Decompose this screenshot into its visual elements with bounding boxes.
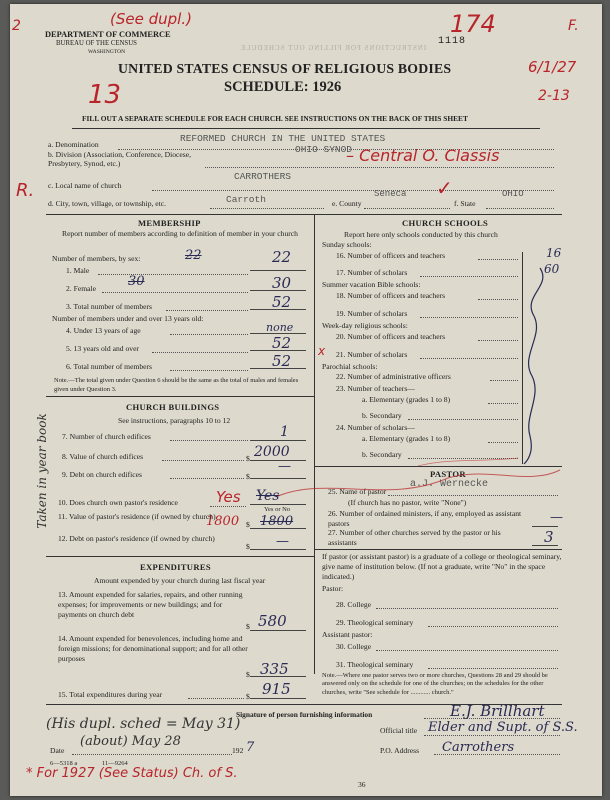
residence-owned-dots xyxy=(210,506,246,507)
under13-value: none xyxy=(266,321,294,334)
bureau-label: BUREAU OF THE CENSUS xyxy=(56,40,137,47)
over13-label: 5. 13 years old and over xyxy=(66,344,139,353)
county-label: e. County xyxy=(332,199,362,208)
dollar-sign-8: $ xyxy=(246,454,250,463)
assistant-college-dots xyxy=(376,650,558,651)
serial-number: 1118 xyxy=(438,36,467,47)
residence-debt-answer-line xyxy=(250,549,306,550)
q23a-label: a. Elementary (grades 1 to 8) xyxy=(362,395,451,404)
state-label: f. State xyxy=(454,199,476,208)
edifice-debt-value: — xyxy=(278,459,291,474)
department-label: DEPARTMENT OF COMMERCE xyxy=(45,30,171,39)
division-value: OHIO SYNOD xyxy=(295,144,353,155)
annotation-date: 6/1/27 xyxy=(528,58,577,76)
running-expenses-label: 13. Amount expended for salaries, repairs, and other running expenses; for improvements or new buildings; and for payments on church debt xyxy=(58,590,243,619)
male-struck-value: 22 xyxy=(185,248,202,263)
q24-label: 24. Number of scholars— xyxy=(336,423,415,432)
membership-intro: Report number of members according to definition of member in your church xyxy=(62,229,298,238)
total-expenditures-dots xyxy=(188,698,244,699)
male-answer-line xyxy=(250,270,306,271)
instruction-line: FILL OUT A SEPARATE SCHEDULE FOR EACH CHURCH. SEE INSTRUCTIONS ON THE BACK OF THIS SHEET xyxy=(82,114,468,123)
annotation-page-number: 13 xyxy=(88,80,122,110)
q16-label: 16. Number of officers and teachers xyxy=(336,251,446,260)
over13-value: 52 xyxy=(272,334,292,352)
local-name-line xyxy=(152,190,554,191)
q24a-label: a. Elementary (grades 1 to 8) xyxy=(362,434,451,443)
state-line xyxy=(486,208,554,209)
city-line xyxy=(210,208,324,209)
show-through-text: INSTRUCTIONS FOR FILLING OUT SCHEDULE xyxy=(240,44,427,52)
pastor-college-dots xyxy=(376,608,558,609)
edifice-value-label: 8. Value of church edifices xyxy=(62,452,144,461)
pastor-name-note: (If church has no pastor, write "None") xyxy=(348,498,467,507)
over13-dots xyxy=(152,352,248,353)
official-title-label: Official title xyxy=(380,726,418,735)
total6-answer-line xyxy=(250,368,306,369)
state-value: OHIO xyxy=(502,189,524,199)
schools-heading: CHURCH SCHOOLS xyxy=(402,218,489,228)
form-number: 6—5318 a xyxy=(50,760,78,767)
q17-value: 60 xyxy=(544,262,560,276)
running-expenses-answer-line xyxy=(250,630,306,631)
male-dots xyxy=(98,274,248,275)
pastor-heading: PASTOR xyxy=(430,469,466,479)
po-address-label: P.O. Address xyxy=(380,746,420,755)
schools-sub: Report here only schools conducted by this church xyxy=(344,230,498,239)
annotation-r-mark: R. xyxy=(16,180,35,201)
q17-label: 17. Number of scholars xyxy=(336,268,408,277)
page-bottom-number: 36 xyxy=(358,780,366,789)
total-answer-line xyxy=(250,309,306,310)
buildings-heading: CHURCH BUILDINGS xyxy=(126,402,220,412)
total6-label: 6. Total number of members xyxy=(66,362,153,371)
annotation-check: ✓ xyxy=(436,176,453,200)
table-top-border xyxy=(46,214,562,215)
residence-debt-value: — xyxy=(276,534,289,549)
membership-note: Note.—The total given under Question 6 should be the same as the total of males and females given under Question 3. xyxy=(54,377,299,393)
annotation-classis: – Central O. Classis xyxy=(346,146,500,165)
under13-label: 4. Under 13 years of age xyxy=(66,326,141,335)
year-print: 192 xyxy=(232,746,244,755)
dollar-sign-15: $ xyxy=(246,692,250,701)
q23b-dots xyxy=(408,419,518,420)
dollar-sign-11: $ xyxy=(246,520,250,529)
signature-dots xyxy=(424,718,560,719)
total-expenditures-answer-line xyxy=(250,698,306,699)
edifice-debt-dots xyxy=(170,478,244,479)
edifices-value: 1 xyxy=(280,424,289,440)
assistant-pastors-label: 26. Number of ordained ministers, if any, employed as assistant pastors xyxy=(328,509,522,528)
q20-label: 20. Number of officers and teachers xyxy=(336,332,446,341)
male-value: 22 xyxy=(272,248,292,266)
weekday-schools-label: Week-day religious schools: xyxy=(322,321,408,330)
over13-answer-line xyxy=(250,350,306,351)
dollar-sign-9: $ xyxy=(246,472,250,481)
edifice-value-dots xyxy=(162,460,244,461)
q23-label: 23. Number of teachers— xyxy=(336,384,415,393)
assistant-subheading: Assistant pastor: xyxy=(322,630,373,639)
assistant-pastors-answer-line xyxy=(532,526,558,527)
denomination-value: REFORMED CHURCH IN THE UNITED STATES xyxy=(180,133,386,144)
other-churches-answer-line xyxy=(532,545,558,546)
q21-label: 21. Number of scholars xyxy=(336,350,408,359)
annotation-see-dupl: (See dupl.) xyxy=(110,10,192,28)
total-members-value: 52 xyxy=(272,293,292,311)
pastor-name-label: 25. Name of pastor xyxy=(328,487,387,496)
total6-value: 52 xyxy=(272,352,292,370)
header-rule xyxy=(72,128,540,129)
residence-owned-struck: Yes xyxy=(256,488,280,504)
division-line xyxy=(205,167,554,168)
sunday-schools-label: Sunday schools: xyxy=(322,240,372,249)
schedule-title: SCHEDULE: 1926 xyxy=(224,79,342,95)
pastor-subheading: Pastor: xyxy=(322,584,344,593)
expenditures-sub: Amount expended by your church during last fiscal year xyxy=(94,576,266,585)
edifices-label: 7. Number of church edifices xyxy=(62,432,151,441)
benevolences-label: 14. Amount expended for benevolences, including home and foreign missions; for denominational support; and for all other purposes xyxy=(58,634,248,663)
po-address-dots xyxy=(434,754,560,755)
benevolences-value: 335 xyxy=(260,660,289,678)
margin-note: Taken in year book xyxy=(34,413,49,529)
residence-value-label: 11. Value of pastor's residence (if owned by church) xyxy=(58,512,216,521)
date-dots xyxy=(72,754,232,755)
q16-dots xyxy=(478,259,518,260)
pastor-seminary-dots xyxy=(428,626,558,627)
edifice-debt-label: 9. Debt on church edifices xyxy=(62,470,142,479)
about-date-note: (about) May 28 xyxy=(80,734,181,749)
pastor-name-value: a.J. Wernecke xyxy=(410,479,489,490)
q16-value: 16 xyxy=(546,246,562,260)
scribble-line-icon xyxy=(510,266,560,466)
official-title-dots xyxy=(424,735,560,736)
female-dots xyxy=(102,292,248,293)
edifices-dots xyxy=(170,440,248,441)
female-value: 30 xyxy=(272,274,292,292)
q21-dots xyxy=(420,358,518,359)
duplicate-schedule-note: (His dupl. sched = May 31) xyxy=(46,716,241,732)
annotation-x-mark: x xyxy=(318,344,326,358)
under13-dots xyxy=(170,334,248,335)
red-scribble-icon xyxy=(268,456,568,516)
dollar-sign-14: $ xyxy=(246,670,250,679)
local-name-value: CARROTHERS xyxy=(234,171,292,182)
age-heading: Number of members under and over 13 years old: xyxy=(52,314,204,323)
q22-label: 22. Number of administrative officers xyxy=(336,372,451,381)
membership-bottom-rule xyxy=(46,396,314,397)
yes-or-no-hint: Yes or No xyxy=(264,506,291,513)
members-by-sex-label: Number of members, by sex: xyxy=(52,254,141,263)
q19-label: 19. Number of scholars xyxy=(336,309,408,318)
q17-dots xyxy=(420,276,518,277)
dollar-sign-12: $ xyxy=(246,542,250,551)
graduate-note: If pastor (or assistant pastor) is a graduate of a college or theological seminary, give name of institution below. (If not a graduate, write "No" in the space indicated.) xyxy=(322,552,562,581)
expenditures-heading: EXPENDITURES xyxy=(140,562,211,572)
total6-dots xyxy=(170,370,248,371)
footer-annotation: * For 1927 (See Status) Ch. of S. xyxy=(26,766,238,781)
residence-owned-label: 10. Does church own pastor's residence xyxy=(58,498,178,507)
residence-debt-label: 12. Debt on pastor's residence (if owned by church) xyxy=(58,534,215,543)
residence-value-value: 1800 xyxy=(260,514,294,529)
benevolences-answer-line xyxy=(250,676,306,677)
membership-heading: MEMBERSHIP xyxy=(138,218,201,228)
county-line xyxy=(364,208,450,209)
assistant-seminary-label: 31. Theological seminary xyxy=(336,660,414,669)
signature-label: Signature of person furnishing information xyxy=(236,710,373,719)
total-members-dots xyxy=(166,310,248,311)
buildings-sub: See instructions, paragraphs 10 to 12 xyxy=(118,416,231,425)
year-handwritten: 7 xyxy=(246,740,255,755)
city-field-label: d. City, town, village, or township, etc. xyxy=(48,199,167,208)
assistant-pastors-value: — xyxy=(550,510,563,525)
center-divider xyxy=(314,214,315,674)
male-label: 1. Male xyxy=(66,266,90,275)
edifice-value-value: 2000 xyxy=(254,444,290,460)
other-churches-value: 3 xyxy=(544,528,554,546)
assistant-college-label: 30. College xyxy=(336,642,372,651)
pastor-seminary-label: 29. Theological seminary xyxy=(336,618,414,627)
total-expenditures-value: 915 xyxy=(262,680,291,698)
signature-value: E.J. Brillhart xyxy=(450,702,545,720)
edifices-answer-line xyxy=(250,440,306,441)
other-churches-label: 27. Number of other churches served by the pastor or his assistants xyxy=(328,528,501,547)
form-title: UNITED STATES CENSUS OF RELIGIOUS BODIES xyxy=(118,61,452,76)
pastor-college-label: 28. College xyxy=(336,600,372,609)
annotation-top-left: 2 xyxy=(12,18,21,34)
buildings-bottom-rule xyxy=(46,556,314,557)
total-expenditures-label: 15. Total expenditures during year xyxy=(58,690,163,699)
po-address-value: Carrothers xyxy=(442,740,515,755)
denomination-label: a. Denomination xyxy=(48,140,99,149)
dollar-sign-13: $ xyxy=(246,622,250,631)
pastor-rule xyxy=(314,549,562,550)
q23b-label: b. Secondary xyxy=(362,411,402,420)
assistant-seminary-dots xyxy=(428,668,558,669)
female-label: 2. Female xyxy=(66,284,96,293)
pastor-note: Note.—Where one pastor serves two or more churches, Questions 28 and 29 should be answered only on the schedule for one of the churches; on the schedules for the other churches, write "See schedule for ............ church." xyxy=(322,672,548,696)
female-answer-line xyxy=(250,290,306,291)
local-name-label: c. Local name of church xyxy=(48,181,122,190)
summer-schools-label: Summer vacation Bible schools: xyxy=(322,280,421,289)
q19-dots xyxy=(420,317,518,318)
residence-owned-value: Yes xyxy=(216,488,241,506)
q24b-label: b. Secondary xyxy=(362,450,402,459)
parochial-schools-label: Parochial schools: xyxy=(322,362,378,371)
annotation-number: 174 xyxy=(450,10,496,38)
date-label: Date xyxy=(50,746,65,755)
official-title-value: Elder and Supt. of S.S. xyxy=(428,720,578,735)
census-schedule-sheet xyxy=(10,4,602,796)
city-field-value: Carroth xyxy=(226,194,266,205)
division-label: b. Division (Association, Conference, Diocese, Presbytery, Synod, etc.) xyxy=(48,150,191,168)
running-expenses-value: 580 xyxy=(258,612,287,630)
annotation-page-mark: 2-13 xyxy=(538,88,570,104)
total-members-label: 3. Total number of members xyxy=(66,302,153,311)
q18-label: 18. Number of officers and teachers xyxy=(336,291,446,300)
county-value: Seneca xyxy=(374,189,407,199)
form-number-2: 11—9264 xyxy=(102,760,128,767)
annotation-corner: F. xyxy=(568,18,579,34)
female-struck-value: 30 xyxy=(128,274,145,289)
city-label: WASHINGTON xyxy=(88,49,126,55)
residence-value-red: 1800 xyxy=(206,514,240,529)
residence-value-answer-line xyxy=(250,528,306,529)
